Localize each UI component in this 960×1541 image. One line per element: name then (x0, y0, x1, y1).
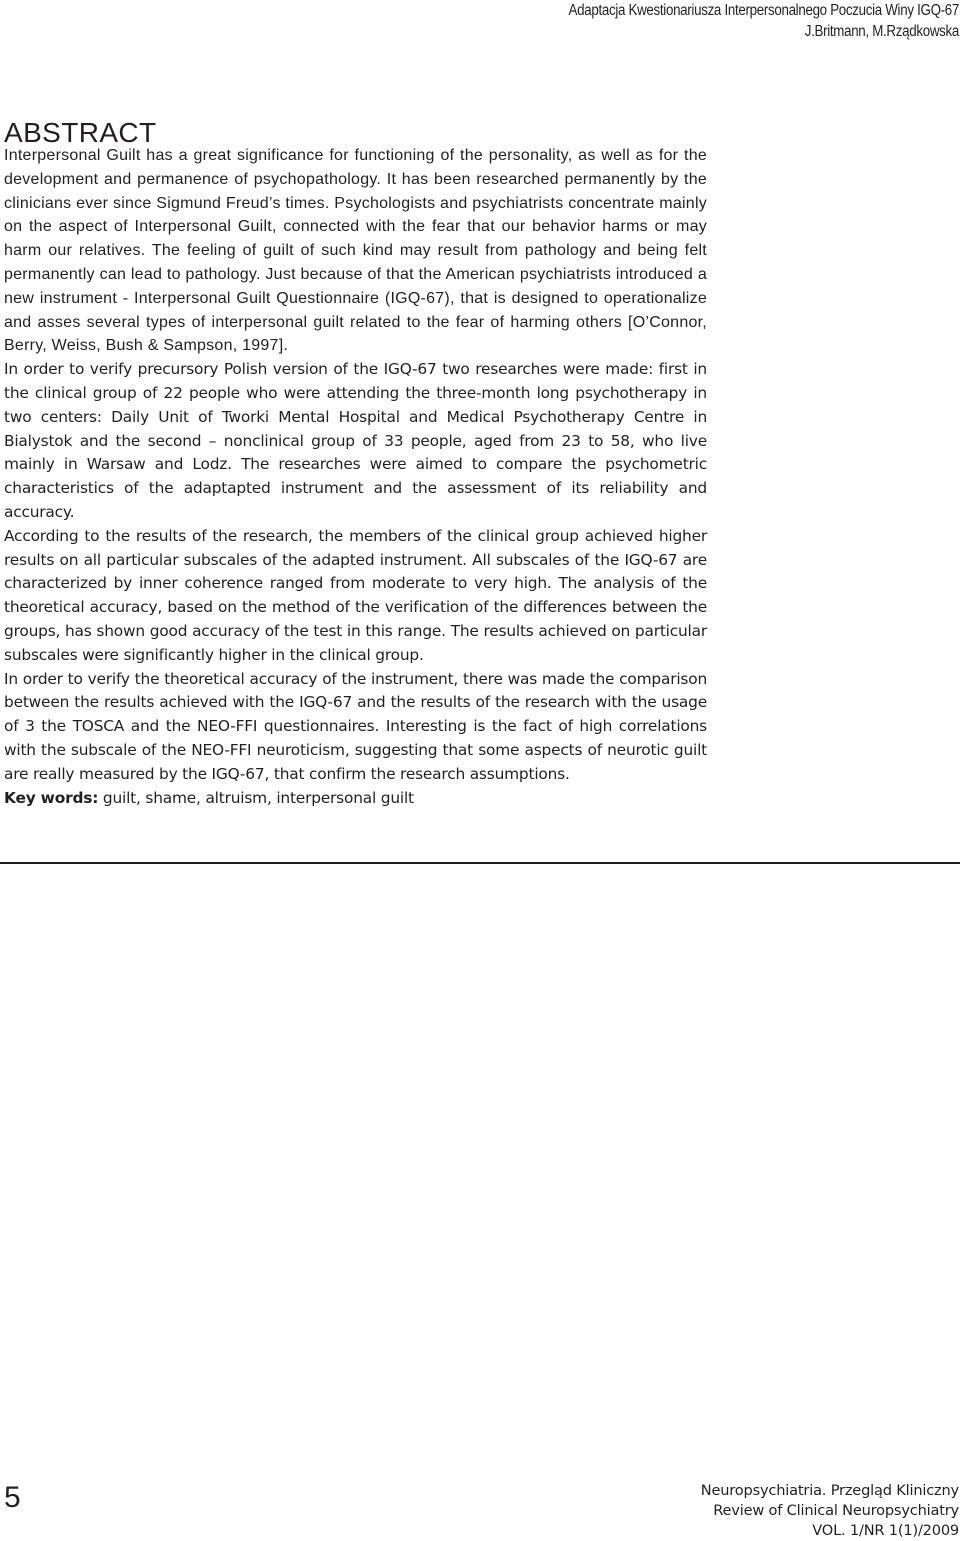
journal-footer (701, 1481, 959, 1541)
journal-name-polish: Neuropsychiatria. Przegląd Kliniczny (700, 1482, 959, 1499)
abstract-paragraph-4: In order to verify the theoretical accuracy of the instrument, there was made the comparison between the results achieved with the IGQ-67 and the results of the research with the usage of 3 the TOSCA and the NEO-FFI questionnaires. Interesting is the fact of high correlations with the subscale of the NEO-FFI neuroticism, suggesting that some aspects of neurotic guilt are really measured by the IGQ-67, that confirm the research assumptions. (4, 669, 707, 783)
keywords-label: Key words: (4, 788, 99, 807)
abstract-paragraph-2: In order to verify precursory Polish version of the IGQ-67 two researches were made: first in the clinical group of 22 people who were attending the three-month long psychotherapy in two centers: Daily Unit of Tworki Mental Hospital and Medical Psychotherapy Centre in Bialystok and the second – nonclinical group of 33 people, aged from 23 to 58, who live mainly in Warsaw and Lodz. The researches were aimed to compare the psychometric characteristics of the adaptapted instrument and the assessment of its reliability and accuracy. (4, 360, 707, 521)
keywords-line (4, 787, 707, 811)
journal-name-english: Review of Clinical Neuropsychiatry (713, 1502, 959, 1519)
journal-volume: VOL. 1/NR 1(1)/2009 (812, 1522, 959, 1539)
abstract-paragraph-1: Interpersonal Guilt has a great significance for functioning of the personality, as well as for the development and permanence of psychopathology. It has been researched permanently by the clinicians ever since Sigmund Freud’s times. Psychologists and psychiatrists concentrate mainly on the aspect of Interpersonal Guilt, connected with the fear that our behavior harms or may harm our relatives. The feeling of guilt of such kind may result from pathology and being felt permanently can lead to pathology. Just because of that the American psychiatrists introduced a new instrument - Interpersonal Guilt Questionnaire (IGQ-67), that is designed to operationalize and asses several types of interpersonal guilt related to the fear of harming others [O’Connor, Berry, Weiss, Bush & Sampson, 1997]. (4, 147, 707, 355)
abstract-body (4, 144, 707, 810)
abstract-paragraph-3: According to the results of the research, the members of the clinical group achieved higher results on all particular subscales of the adapted instrument. All subscales of the IGQ-67 are characterized by inner coherence ranged from moderate to very high. The analysis of the theoretical accuracy, based on the method of the verification of the differences between the groups, has shown good accuracy of the test in this range. The results achieved on particular subscales were significantly higher in the clinical group. (4, 526, 707, 664)
page-number: 5 (4, 1481, 21, 1514)
running-header-title: Adaptacja Kwestionariusza Interpersonalnego Poczucia Winy IGQ-67 (568, 2, 959, 19)
horizontal-divider (0, 862, 960, 864)
keywords-text: guilt, shame, altruism, interpersonal guilt (98, 788, 414, 807)
section-title: ABSTRACT (4, 116, 157, 148)
running-header-authors: J.Britmann, M.Rządkowska (804, 23, 959, 40)
running-header (443, 0, 959, 42)
